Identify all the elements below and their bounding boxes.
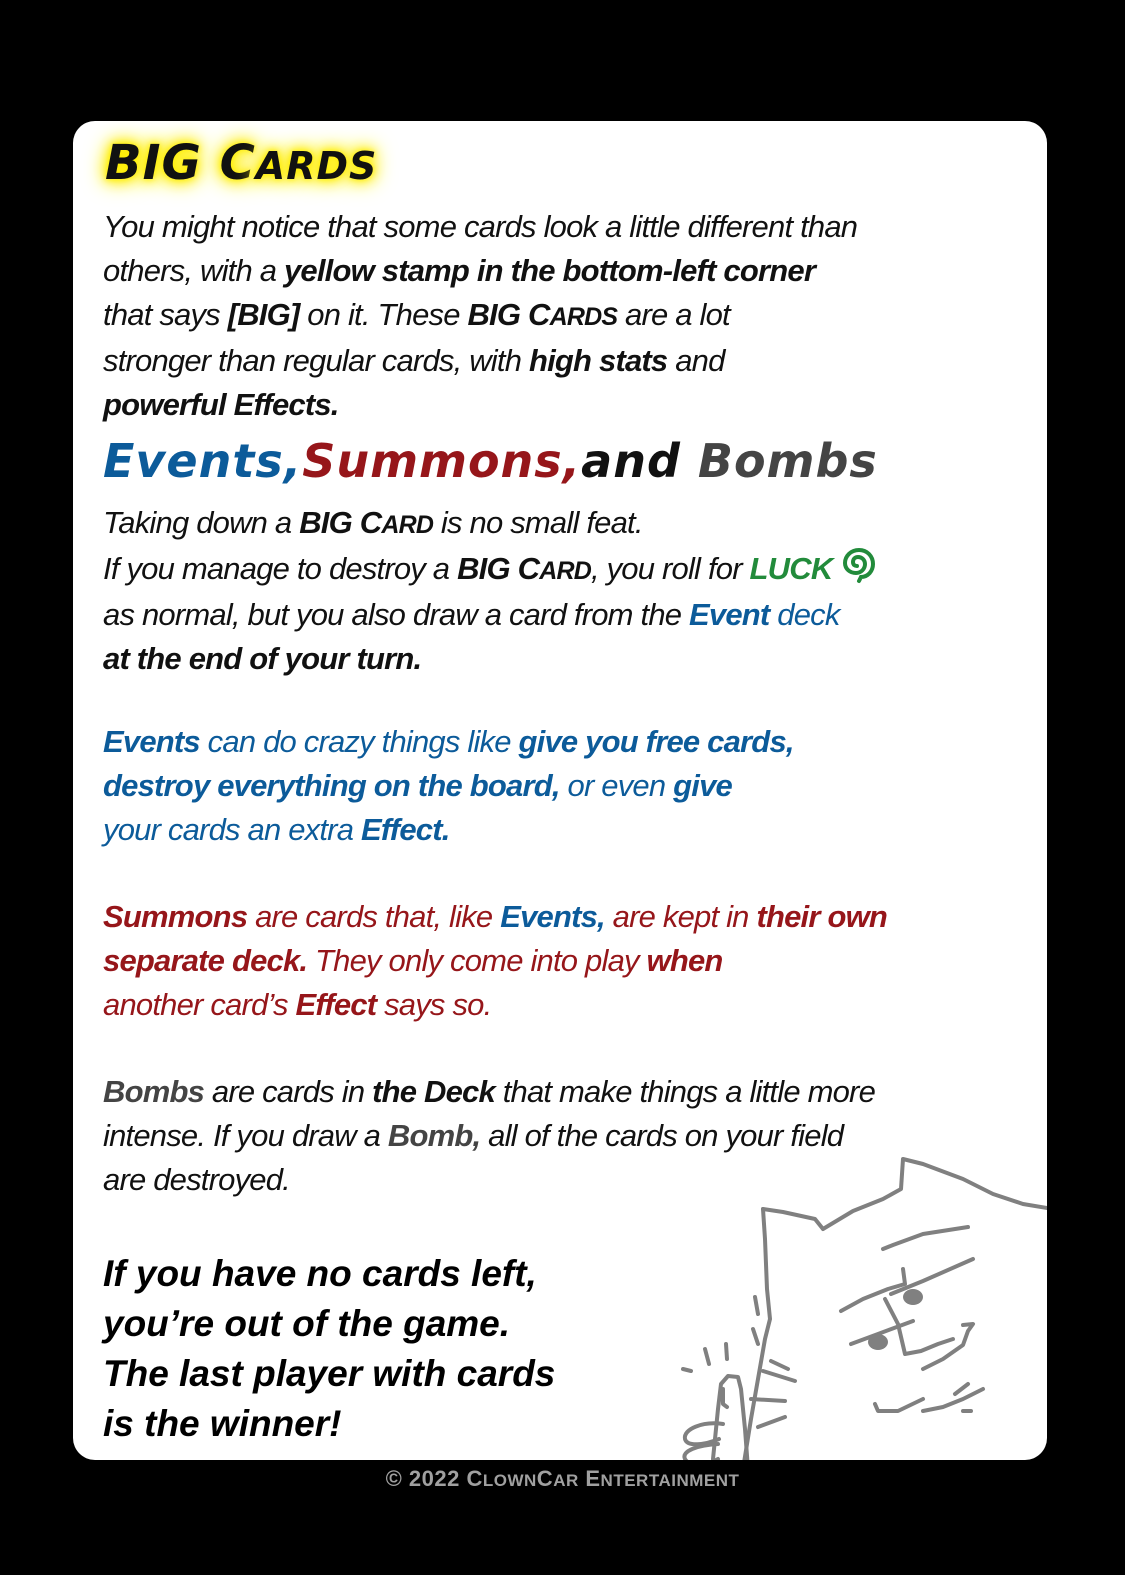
body-text: another card’s xyxy=(103,987,296,1022)
body-text: intense. If you draw a xyxy=(103,1118,388,1153)
subtitle-bombs: Bombs xyxy=(697,434,878,488)
events-term: Events, xyxy=(500,899,605,934)
body-text: If you manage to destroy a xyxy=(103,551,458,586)
end-of-turn-emphasis: at the end of your turn. xyxy=(103,641,422,676)
subtitle-events: Events, xyxy=(103,434,303,488)
body-text: your cards an extra xyxy=(103,812,361,847)
events-term: Events xyxy=(103,724,200,759)
luck-term: LUCK xyxy=(749,551,833,586)
section-subtitle xyxy=(103,431,878,491)
big-cards-term-smallcaps: ARDS xyxy=(549,303,618,331)
card-title xyxy=(105,135,377,194)
events-emphasis: destroy everything on the board, xyxy=(103,768,560,803)
effects-term: Effects. xyxy=(233,387,339,422)
intro-text: and xyxy=(667,343,725,378)
body-text: They only come into play xyxy=(307,943,647,978)
copyright-text: E xyxy=(578,1466,601,1491)
events-emphasis: give xyxy=(673,768,732,803)
summons-emphasis: separate deck. xyxy=(103,943,308,978)
subtitle-and: and xyxy=(581,434,698,488)
copyright-text: NTERTAINMENT xyxy=(600,1471,740,1490)
body-text: can do crazy things like xyxy=(199,724,519,759)
intro-text: on it. These xyxy=(299,297,468,332)
big-card-term-smallcaps: ARD xyxy=(381,511,434,539)
body-text: that make things a little more xyxy=(494,1074,876,1109)
big-stamp-label: [BIG] xyxy=(227,297,300,332)
bomb-term: Bomb, xyxy=(387,1118,481,1153)
cat-shush-illustration xyxy=(623,1149,1047,1460)
intro-text: stronger than regular cards, with xyxy=(103,343,529,378)
body-text: or even xyxy=(559,768,674,803)
final-rule xyxy=(103,1249,555,1449)
copyright-text: LOWN xyxy=(482,1471,537,1490)
title-rest: ARDS xyxy=(255,144,378,188)
body-text: are cards in xyxy=(204,1074,373,1109)
deck-term: deck xyxy=(769,597,840,632)
deck-term: the Deck xyxy=(372,1074,495,1109)
intro-text: that says xyxy=(103,297,228,332)
body-text: says so. xyxy=(376,987,492,1022)
summons-emphasis: their own xyxy=(756,899,888,934)
body-text: , you roll for xyxy=(590,551,750,586)
final-line: The last player with cards xyxy=(103,1353,556,1394)
luck-swirl-icon xyxy=(842,547,876,585)
intro-emphasis: yellow stamp in the bottom-left corner xyxy=(283,253,816,288)
body-text: is no small feat. xyxy=(433,505,643,540)
title-word-big: BIG xyxy=(105,135,202,191)
copyright-footer xyxy=(0,1466,1125,1492)
big-cards-term: BIG C xyxy=(467,297,550,332)
final-line: If you have no cards left, xyxy=(103,1253,537,1294)
taking-down-paragraph xyxy=(103,501,876,681)
big-card-term: BIG C xyxy=(299,505,382,540)
intro-emphasis: powerful xyxy=(103,387,234,422)
final-line: is the winner! xyxy=(103,1403,342,1444)
body-text: are kept in xyxy=(604,899,757,934)
big-card-term-smallcaps: ARD xyxy=(539,557,591,585)
body-text: are destroyed. xyxy=(103,1162,290,1197)
intro-line: You might notice that some cards look a little different than xyxy=(103,209,858,244)
summons-paragraph xyxy=(103,895,887,1027)
summons-emphasis: when xyxy=(646,943,723,978)
body-text: as normal, but you also draw a card from the xyxy=(103,597,690,632)
intro-paragraph xyxy=(103,205,857,427)
summons-term: Summons xyxy=(103,899,248,934)
events-paragraph xyxy=(103,720,794,852)
body-text: Taking down a xyxy=(103,505,300,540)
intro-text: others, with a xyxy=(103,253,284,288)
intro-emphasis: high stats xyxy=(528,343,668,378)
events-emphasis: give you free cards, xyxy=(518,724,794,759)
copyright-text: AR xyxy=(553,1471,579,1490)
body-text: are cards that, like xyxy=(247,899,501,934)
rules-card xyxy=(73,121,1047,1460)
subtitle-summons: Summons, xyxy=(302,434,582,488)
effect-term: Effect xyxy=(295,987,377,1022)
intro-text: are a lot xyxy=(617,297,730,332)
effect-term: Effect. xyxy=(360,812,450,847)
big-card-term: BIG C xyxy=(457,551,540,586)
bombs-term: Bombs xyxy=(103,1074,205,1109)
copyright-text: © 2022 C xyxy=(385,1466,483,1491)
final-line: you’re out of the game. xyxy=(103,1303,511,1344)
copyright-text: C xyxy=(536,1466,554,1491)
title-cap: C xyxy=(219,135,256,191)
body-text: all of the cards on your field xyxy=(480,1118,844,1153)
event-term: Event xyxy=(689,597,770,632)
